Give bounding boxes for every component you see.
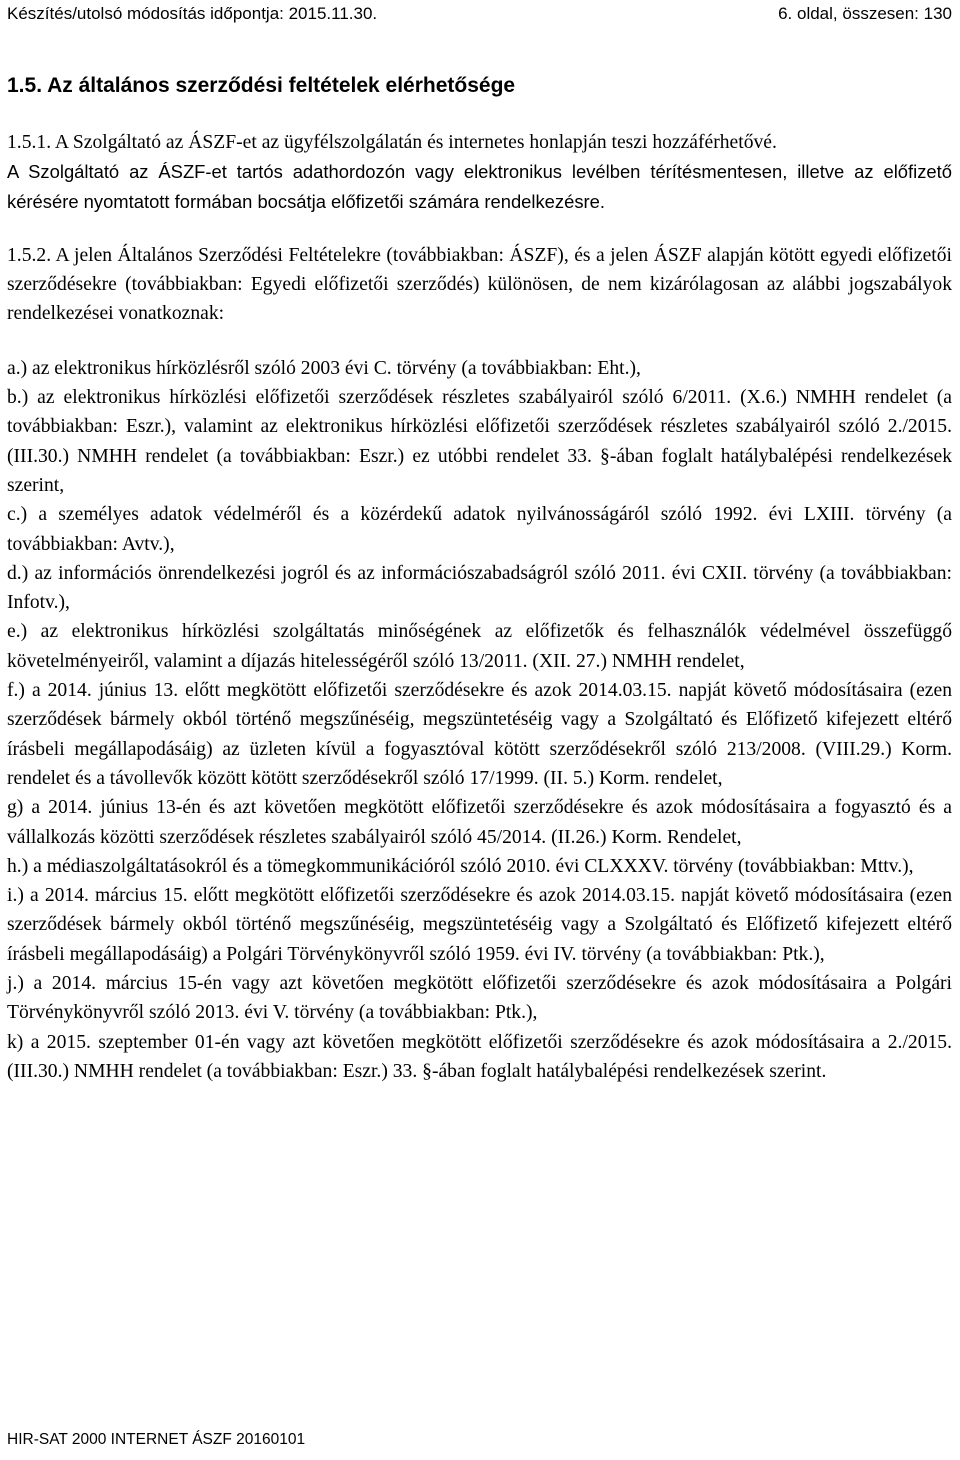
paragraph-1-5-2: 1.5.2. A jelen Általános Szerződési Feltételekre (továbbiakban: ÁSZF), és a jelen ÁSZF alapján kötött egyedi előfizetői szerződésekre (továbbiakban: Egyedi előfizetői szerződés) különösen, de nem kizárólagosan az alábbi jogszabályok rendelkezései vonatkoznak: [7,244,952,325]
page-header [7,4,952,36]
list-item-i: i.) a 2014. március 15. előtt megkötött előfizetői szerződésekre és azok 2014.03.15. napját követő módosításaira (ezen szerződések bármely okból történő megszűnéséig, megszüntetéséig vagy a Szolgáltató és Előfizető kifejezett eltérő írásbeli megállapodásáig) a Polgári Törvénykönyvről szóló 1959. évi IV. törvény (a továbbiakban: Ptk.), [7,885,952,965]
page-number: 6. oldal, összesen: 130 [778,4,952,23]
spacer [7,216,952,241]
list-item-k: k) a 2015. szeptember 01-én vagy azt követően megkötött előfizetői szerződésekre és azok módosításaira a 2./2015.(III.30.) NMHH rendelet (a továbbiakban: Eszr.) 33. §-ában foglalt hatálybalépési rendelkezések szerint. [7,1031,952,1082]
list-item-c: c.) a személyes adatok védelméről és a közérdekű adatok nyilvánosságáról szóló 1992. évi LXIII. törvény (a továbbiakban: Avtv.), [7,504,952,555]
list-item-g: g) a 2014. június 13-én és azt követően megkötött előfizetői szerződésekre és azok módosításaira a fogyasztó és a vállalkozás közötti szerződések részletes szabályairól szóló 45/2014. (II.26.) Korm. Rendelet, [7,797,952,848]
page-footer: HIR-SAT 2000 INTERNET ÁSZF 20160101 [7,1431,306,1448]
spacer [7,329,952,354]
paragraph-1-5-1: 1.5.1. A Szolgáltató az ÁSZF-et az ügyfélszolgálatán és internetes honlapján teszi hozzáférhetővé. [7,132,777,153]
document-body [7,128,952,1086]
list-item-h: h.) a médiaszolgáltatásokról és a tömegkommunikációról szóló 2010. évi CLXXXV. törvény (továbbiakban: Mttv.), [7,855,914,877]
list-item-b: b.) az elektronikus hírközlési előfizetői szerződések részletes szabályairól szóló 6/2011. (X.6.) NMHH rendelet (a továbbiakban: Eszr.), valamint az elektronikus hírközlési előfizetői szerződések részletes szabályairól szóló 2./2015.(III.30.) NMHH rendelet (a továbbiakban: Eszr.) ez utóbbi rendelet 33. §-ában foglalt hatálybalépési rendelkezések szerint, [7,387,952,496]
list-item-d: d.) az információs önrendelkezési jogról és az információszabadságról szóló 2011. évi CXII. törvény (a továbbiakban: Infotv.), [7,562,952,614]
paragraph-1-5-1-continued: A Szolgáltató az ÁSZF-et tartós adathordozón vagy elektronikus levélben térítésmentesen, illetve az előfizető kérésére nyomtatott formában bocsátja előfizetői számára rendelkezésre. [7,161,952,212]
list-item-j: j.) a 2014. március 15-én vagy azt követően megkötött előfizetői szerződésekre és azok módosításaira a Polgári Törvénykönyvről szóló 2013. évi V. törvény (a továbbiakban: Ptk.), [7,973,952,1024]
list-item-e: e.) az elektronikus hírközlési szolgáltatás minőségének az előfizetők és felhasználók védelmével összefüggő követelményeiről, valamint a díjazás hitelességéről szóló 13/2011. (XII. 27.) NMHH rendelet, [7,621,952,672]
modification-date: Készítés/utolsó módosítás időpontja: 2015.11.30. [7,4,378,23]
list-item-f: f.) a 2014. június 13. előtt megkötött előfizetői szerződésekre és azok 2014.03.15. napját követő módosításaira (ezen szerződések bármely okból történő megszűnéséig, megszüntetéséig vagy a Szolgáltató és Előfizető kifejezett eltérő írásbeli megállapodásáig) az üzleten kívül a fogyasztóval kötött szerződésekről szóló 213/2008. (VIII.29.) Korm. rendelet és a távollevők között kötött szerződésekről szóló 17/1999. (II. 5.) Korm. rendelet, [7,680,952,789]
list-item-a: a.) az elektronikus hírközlésről szóló 2003 évi C. törvény (a továbbiakban: Eht.), [7,357,641,379]
section-heading: 1.5. Az általános szerződési feltételek elérhetősége [7,74,516,97]
